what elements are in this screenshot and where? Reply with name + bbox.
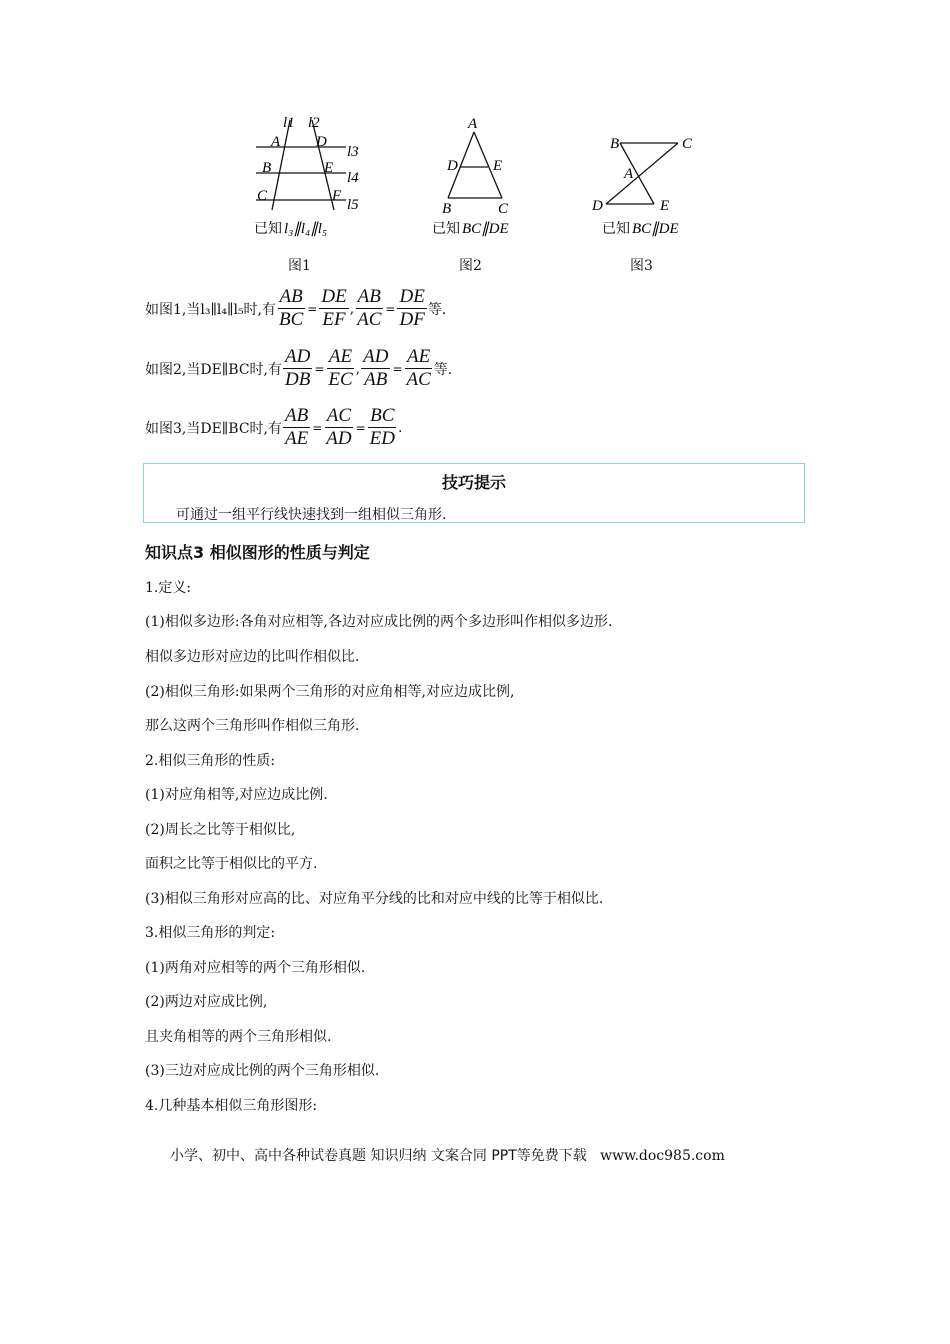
- label-B: B: [610, 136, 620, 152]
- section-heading: 知识点3 相似图形的性质与判定: [145, 543, 370, 562]
- label-l5: l5: [347, 197, 359, 213]
- fig1-known: 已知: [254, 221, 282, 237]
- fraction: [283, 346, 312, 391]
- label-l2: l2: [308, 115, 320, 131]
- fraction: [397, 286, 426, 331]
- fraction: [277, 286, 305, 331]
- label-C: C: [498, 201, 509, 217]
- fig2-title: 图2: [459, 258, 482, 274]
- tip-title: 技巧提示: [441, 473, 506, 492]
- proportion-suffix: 等.: [433, 361, 453, 378]
- numerator: AE: [407, 346, 431, 367]
- text-line: 3.相似三角形的判定:: [145, 925, 276, 941]
- figure-2: [430, 110, 540, 245]
- fraction: [283, 405, 310, 450]
- denominator: AC: [357, 309, 382, 330]
- equals-sign: =: [314, 361, 325, 376]
- fig2-known: 已知: [432, 221, 460, 237]
- numerator: AB: [284, 405, 309, 426]
- equals-sign: =: [392, 361, 403, 376]
- numerator: AB: [279, 286, 303, 307]
- proportion-prefix: 如图2,当DE∥BC时,有: [145, 361, 282, 378]
- proportion-suffix: 等.: [427, 301, 447, 318]
- proportion-fig1: [145, 286, 446, 331]
- label-D: D: [447, 158, 458, 174]
- fig1-title: 图1: [288, 258, 311, 274]
- numerator: AD: [363, 346, 389, 367]
- label-B: B: [262, 160, 272, 176]
- figure-3: [590, 110, 705, 245]
- fraction: [368, 405, 397, 450]
- fraction: [355, 286, 383, 331]
- equals-sign: =: [385, 301, 396, 316]
- label-l4: l4: [347, 170, 359, 186]
- denominator: AE: [284, 428, 309, 449]
- label-F: F: [332, 188, 342, 204]
- numerator: DE: [399, 286, 425, 307]
- denominator: DF: [399, 309, 425, 330]
- footer-site-link[interactable]: www.doc985.com: [600, 1148, 725, 1164]
- text-line: (1)对应角相等,对应边成比例.: [145, 787, 328, 803]
- label-D: D: [592, 198, 603, 214]
- numerator: AB: [357, 286, 381, 307]
- numerator: AC: [326, 405, 352, 426]
- denominator: AB: [364, 369, 388, 390]
- proportion-suffix: .: [397, 419, 403, 436]
- proportion-fig3: [145, 405, 402, 450]
- text-line: (3)三边对应成比例的两个三角形相似.: [145, 1063, 380, 1079]
- text-line: 2.相似三角形的性质:: [145, 753, 276, 769]
- label-C: C: [682, 136, 693, 152]
- denominator: DB: [284, 369, 311, 390]
- figure-1: [250, 110, 370, 245]
- fig3-known: 已知: [602, 221, 630, 237]
- fraction: [324, 405, 353, 450]
- numerator: AD: [284, 346, 311, 367]
- denominator: AC: [406, 369, 431, 390]
- page-footer: [170, 1145, 725, 1165]
- fraction: [326, 346, 354, 391]
- footer-mid: 知识归纳 文案合同 PPT等免费下载: [370, 1148, 587, 1164]
- fraction: [361, 346, 390, 391]
- separator: ,: [349, 300, 355, 317]
- label-A: A: [468, 116, 478, 132]
- label-B: B: [442, 201, 452, 217]
- text-line: (2)周长之比等于相似比,: [145, 822, 296, 838]
- footer-left: 小学、初中、高中各种试卷真题: [170, 1148, 366, 1164]
- fig1-condition: l₃∥l₄∥l₅: [284, 221, 328, 237]
- label-E: E: [660, 198, 670, 214]
- numerator: DE: [321, 286, 347, 307]
- text-line: (1)相似多边形:各角对应相等,各边对应成比例的两个多边形叫作相似多边形.: [145, 614, 613, 630]
- text-line: 4.几种基本相似三角形图形:: [145, 1098, 318, 1114]
- fraction: [319, 286, 348, 331]
- text-line: 且夹角相等的两个三角形相似.: [145, 1029, 332, 1045]
- text-line: (3)相似三角形对应高的比、对应角平分线的比和对应中线的比等于相似比.: [145, 891, 604, 907]
- equals-sign: =: [307, 301, 318, 316]
- denominator: EC: [328, 369, 353, 390]
- text-line: (2)相似三角形:如果两个三角形的对应角相等,对应边成比例,: [145, 684, 515, 700]
- proportion-fig2: [145, 346, 452, 391]
- numerator: BC: [370, 405, 395, 426]
- separator: ,: [355, 360, 361, 377]
- text-line: 相似多边形对应边的比叫作相似比.: [145, 649, 360, 665]
- denominator: AD: [326, 428, 352, 449]
- proportion-prefix: 如图3,当DE∥BC时,有: [145, 420, 282, 437]
- fig2-condition: BC∥DE: [462, 221, 509, 237]
- label-D: D: [316, 134, 327, 150]
- text-line: 那么这两个三角形叫作相似三角形.: [145, 718, 360, 734]
- label-l3: l3: [347, 144, 359, 160]
- fig3-condition: BC∥DE: [632, 221, 679, 237]
- label-A: A: [624, 166, 634, 182]
- label-A: A: [271, 134, 281, 150]
- equals-sign: =: [355, 420, 366, 435]
- fig3-title: 图3: [630, 258, 653, 274]
- text-line: 面积之比等于相似比的平方.: [145, 856, 318, 872]
- denominator: BC: [279, 309, 304, 330]
- text-line: (2)两边对应成比例,: [145, 994, 268, 1010]
- fraction: [405, 346, 433, 391]
- proportion-prefix: 如图1,当l₃∥l₄∥l₅时,有: [145, 301, 277, 318]
- equals-sign: =: [312, 420, 323, 435]
- label-l1: l1: [283, 115, 295, 131]
- text-line: (1)两角对应相等的两个三角形相似.: [145, 960, 366, 976]
- numerator: AE: [328, 346, 353, 367]
- label-C: C: [257, 188, 268, 204]
- label-E: E: [324, 160, 334, 176]
- text-line: 1.定义:: [145, 580, 192, 596]
- tip-body: 可通过一组平行线快速找到一组相似三角形.: [176, 507, 447, 523]
- denominator: ED: [369, 428, 395, 449]
- tip-box: [143, 463, 805, 523]
- label-E: E: [493, 158, 503, 174]
- denominator: EF: [322, 309, 346, 330]
